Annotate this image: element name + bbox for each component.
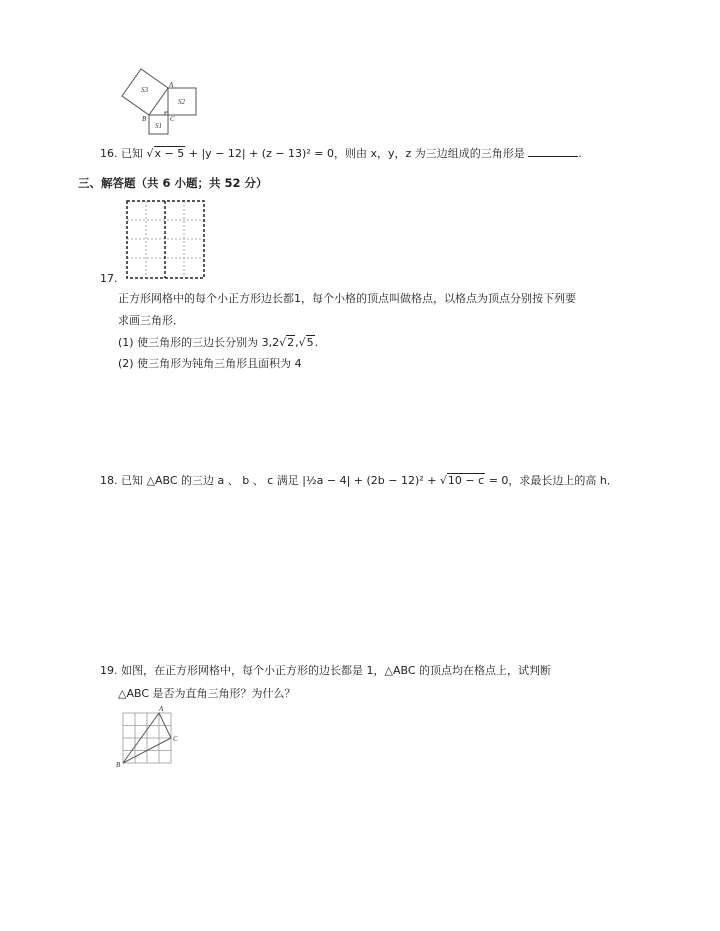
svg-text:S3: S3	[141, 86, 148, 94]
svg-text:A: A	[159, 705, 164, 713]
dashed-grid-figure	[126, 200, 206, 280]
svg-text:C: C	[173, 735, 178, 743]
question-18: 18. 已知 △ABC 的三边 a 、 b 、 c 满足 |½a − 4| + (2b − 12)² + √10 − c = 0，求最长边上的高 h．	[100, 474, 618, 487]
answer-blank[interactable]	[528, 146, 578, 157]
triangle-grid-figure	[115, 704, 195, 770]
question-17-number: 17.	[100, 272, 118, 285]
pythagoras-squares-figure	[110, 60, 210, 140]
svg-text:C: C	[170, 115, 175, 123]
question-19-line1: 19. 如图，在正方形网格中，每个小正方形的边长都是 1，△ABC 的顶点均在格点上，试判断	[100, 664, 552, 677]
question-17-line2: 求画三角形．	[118, 314, 184, 327]
svg-text:S1: S1	[155, 122, 162, 130]
svg-text:B: B	[116, 761, 121, 769]
svg-text:S2: S2	[178, 98, 185, 106]
question-17-part2: (2) 使三角形为钝角三角形且面积为 4	[118, 357, 302, 370]
question-16: 16. 已知 √x − 5 + |y − 12| + (z − 13)² = 0，则由 x，y，z 为三边组成的三角形是 .	[100, 147, 582, 160]
svg-text:A: A	[169, 81, 174, 89]
question-19-line2: △ABC 是否为直角三角形？为什么？	[118, 687, 296, 700]
svg-text:B: B	[142, 115, 147, 123]
question-17-part1: (1) 使三角形的三边长分别为 3,2√2,√5.	[118, 336, 319, 349]
section-heading: 三、解答题（共 6 小题；共 52 分）	[78, 176, 268, 190]
question-17-line1: 正方形网格中的每个小正方形边长都1，每个小格的顶点叫做格点，以格点为顶点分别按下列要	[118, 292, 576, 305]
